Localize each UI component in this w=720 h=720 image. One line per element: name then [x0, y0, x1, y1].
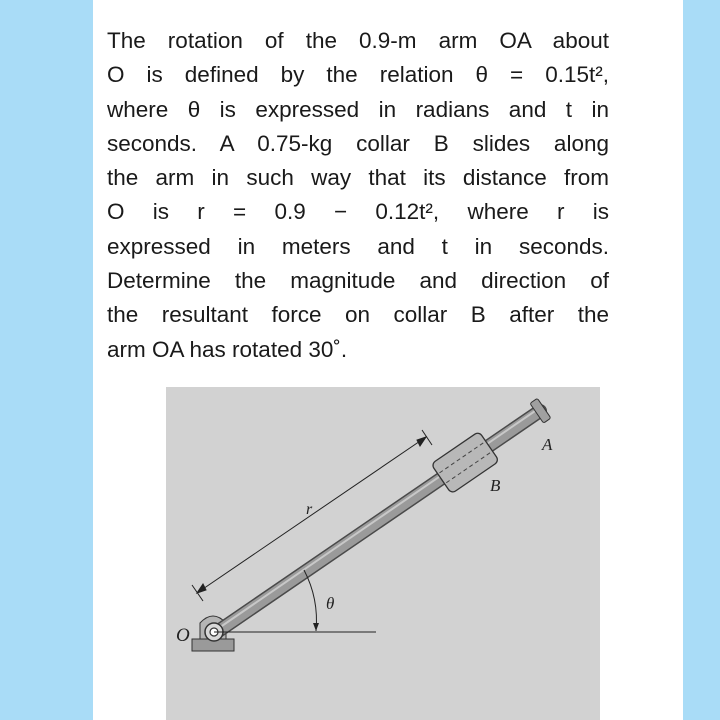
theta-arrow	[313, 623, 319, 631]
label-b: B	[490, 476, 501, 495]
label-o: O	[176, 625, 190, 646]
problem-line-1: The rotation of the 0.9-m arm OA about	[107, 28, 609, 53]
problem-statement	[107, 24, 609, 367]
diagram-svg	[166, 387, 600, 720]
problem-line-2: O is defined by the relation θ = 0.15t²,	[107, 62, 609, 88]
problem-line-5: the arm in such way that its distance from	[107, 165, 609, 191]
problem-line-10: arm OA has rotated 30˚.	[107, 336, 348, 362]
problem-line-3: where θ is expressed in radians and t in	[107, 96, 609, 122]
problem-line-9: the resultant force on collar B after the	[107, 302, 609, 328]
problem-line-7: expressed in meters and t in seconds.	[107, 233, 609, 259]
problem-line-8: Determine the magnitude and direction of	[107, 268, 609, 294]
problem-line-4: seconds. A 0.75-kg collar B slides along	[107, 130, 609, 156]
problem-line-6: O is r = 0.9 − 0.12t², where r is	[107, 199, 609, 225]
arm-collar-diagram	[166, 387, 600, 720]
problem-sheet	[93, 0, 683, 720]
label-theta: θ	[326, 594, 335, 613]
label-r: r	[306, 501, 313, 518]
arm-oa	[214, 409, 540, 634]
label-a: A	[542, 435, 553, 454]
